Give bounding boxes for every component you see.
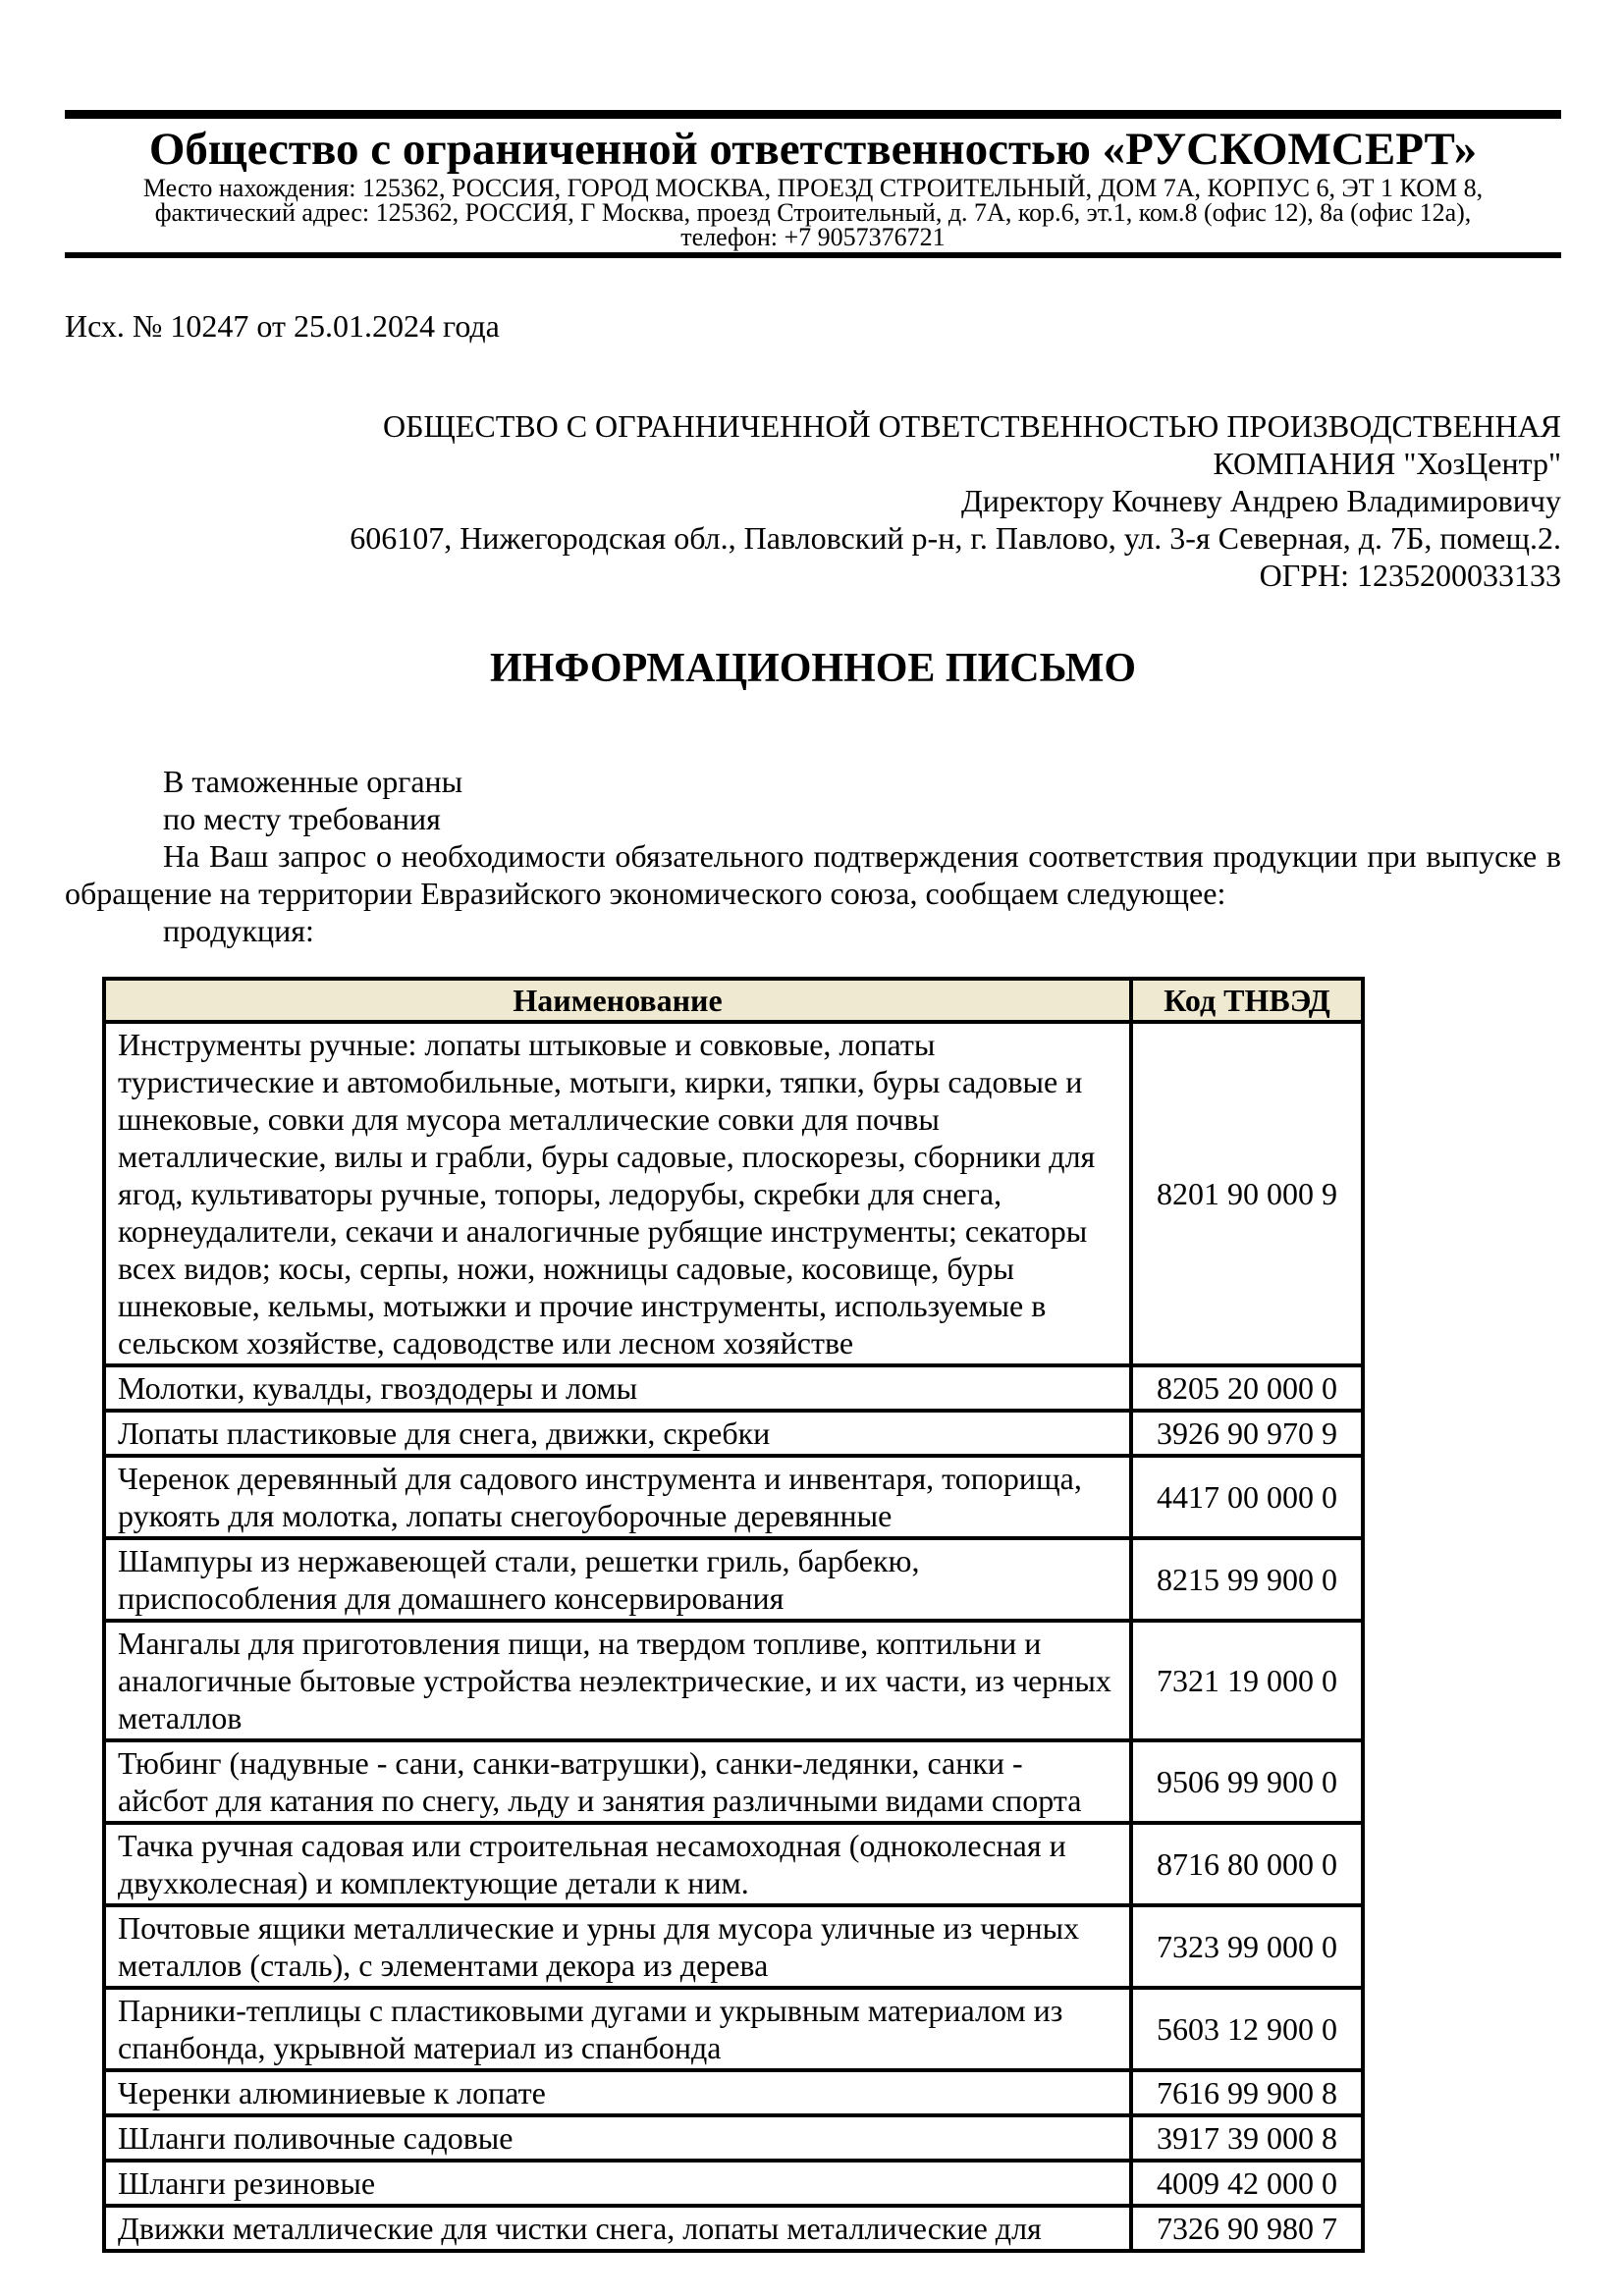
- product-name-cell: Тюбинг (надувные - сани, санки-ватрушки), санки-ледянки, санки - айсбот для катания по снегу, льду и занятия различными видами спорта: [104, 1740, 1131, 1823]
- product-name-cell: Шампуры из нержавеющей стали, решетки гриль, барбекю, приспособления для домашнего консервирования: [104, 1538, 1131, 1621]
- table-row: [104, 1538, 1363, 1621]
- addressee-note-line-1: В таможенные органы: [163, 764, 463, 799]
- table-row: [104, 1411, 1363, 1456]
- tnved-code-cell: 5603 12 900 0: [1131, 1988, 1363, 2070]
- table-row: [104, 2070, 1363, 2115]
- table-row: [104, 1740, 1363, 1823]
- tnved-code-cell: 9506 99 900 0: [1131, 1740, 1363, 1823]
- letter-body: [65, 763, 1561, 949]
- products-table: [102, 977, 1365, 2253]
- product-name-cell: Мангалы для приготовления пищи, на твердом топливе, коптильни и аналогичные бытовые устройства неэлектрические, и их части, из черных металлов: [104, 1621, 1131, 1740]
- letterhead-top-rule: [65, 110, 1561, 119]
- product-name-cell: Парники-теплицы с пластиковыми дугами и укрывным материалом из спанбонда, укрывной материал из спанбонда: [104, 1988, 1131, 2070]
- body-paragraph: На Ваш запрос о необходимости обязательного подтверждения соответствия продукции при выпуске в обращение на территории Евразийского экономического союза, сообщаем следующее:: [65, 838, 1561, 911]
- tnved-code-cell: 7321 19 000 0: [1131, 1621, 1363, 1740]
- outgoing-ref: Исх. № 10247 от 25.01.2024 года: [65, 308, 500, 344]
- table-row: [104, 2206, 1363, 2251]
- table-row: [104, 1456, 1363, 1538]
- org-title: Общество с ограниченной ответственностью «РУСКОМСЕРТ»: [148, 124, 1478, 175]
- product-name-cell: Инструменты ручные: лопаты штыковые и совковые, лопаты туристические и автомобильные, мотыги, кирки, тяпки, буры садовые и шнековые, совки для мусора металлические совки для почвы металлические, вилы и грабли, буры садовые, плоскорезы, сборники для ягод, культиваторы ручные, топоры, ледорубы, скребки для снега, корнеудалители, секачи и аналогичные рубящие инструменты; секаторы всех видов; косы, серпы, ножи, ножницы садовые, косовище, буры шнековые, кельмы, мотыжки и прочие инструменты, используемые в сельском хозяйстве, садоводстве или лесном хозяйстве: [104, 1022, 1131, 1365]
- product-name-cell: Тачка ручная садовая или строительная несамоходная (одноколесная и двухколесная) и комплектующие детали к ним.: [104, 1823, 1131, 1905]
- doc-title: ИНФОРМАЦИОННОЕ ПИСЬМО: [489, 646, 1136, 691]
- letterhead-bottom-rule: [65, 252, 1561, 258]
- table-row: [104, 1022, 1363, 1365]
- tnved-code-cell: 8215 99 900 0: [1131, 1538, 1363, 1621]
- recipient-line-4: 606107, Нижегородская обл., Павловский р-н, г. Павлово, ул. 3-я Северная, д. 7Б, помещ.2.: [350, 520, 1561, 556]
- org-address-line-1: Место нахождения: 125362, РОССИЯ, ГОРОД МОСКВА, ПРОЕЗД СТРОИТЕЛЬНЫЙ, ДОМ 7А, КОРПУС 6, ЭТ 1 КОМ 8,: [142, 174, 1484, 202]
- recipient-block: [65, 407, 1561, 594]
- tnved-code-cell: 7326 90 980 7: [1131, 2206, 1363, 2251]
- table-row: [104, 2115, 1363, 2161]
- recipient-line-3: Директору Кочневу Андрею Владимировичу: [960, 483, 1561, 518]
- tnved-code-cell: 4009 42 000 0: [1131, 2161, 1363, 2206]
- table-row: [104, 1365, 1363, 1411]
- org-phone-line: телефон: +7 9057376721: [680, 223, 946, 251]
- table-row: [104, 1905, 1363, 1988]
- products-intro: продукция:: [163, 913, 314, 948]
- recipient-line-2: КОМПАНИЯ "ХозЦентр": [1213, 446, 1561, 481]
- code-column-header: Код ТНВЭД: [1131, 979, 1363, 1022]
- product-name-cell: Черенок деревянный для садового инструмента и инвентаря, топорища, рукоять для молотка, лопаты снегоуборочные деревянные: [104, 1456, 1131, 1538]
- tnved-code-cell: 7323 99 000 0: [1131, 1905, 1363, 1988]
- addressee-note-line-2: по месту требования: [163, 801, 441, 836]
- tnved-code-cell: 7616 99 900 8: [1131, 2070, 1363, 2115]
- table-header-row: [104, 979, 1363, 1022]
- table-row: [104, 1823, 1363, 1905]
- tnved-code-cell: 3917 39 000 8: [1131, 2115, 1363, 2161]
- product-name-cell: Шланги резиновые: [104, 2161, 1131, 2206]
- tnved-code-cell: 3926 90 970 9: [1131, 1411, 1363, 1456]
- tnved-code-cell: 8201 90 000 9: [1131, 1022, 1363, 1365]
- product-name-cell: Лопаты пластиковые для снега, движки, скребки: [104, 1411, 1131, 1456]
- product-name-cell: Шланги поливочные садовые: [104, 2115, 1131, 2161]
- product-name-cell: Молотки, кувалды, гвоздодеры и ломы: [104, 1365, 1131, 1411]
- product-name-cell: Движки металлические для чистки снега, лопаты металлические для: [104, 2206, 1131, 2251]
- table-row: [104, 1988, 1363, 2070]
- product-name-cell: Почтовые ящики металлические и урны для мусора уличные из черных металлов (сталь), с элементами декора из дерева: [104, 1905, 1131, 1988]
- name-column-header: Наименование: [104, 979, 1131, 1022]
- org-address-line-2: фактический адрес: 125362, РОССИЯ, Г Москва, проезд Строительный, д. 7А, кор.6, эт.1, ком.8 (офис 12), 8а (офис 12а),: [154, 198, 1472, 227]
- products-table-head: [104, 979, 1363, 1022]
- product-name-cell: Черенки алюминиевые к лопате: [104, 2070, 1131, 2115]
- tnved-code-cell: 8716 80 000 0: [1131, 1823, 1363, 1905]
- tnved-code-cell: 8205 20 000 0: [1131, 1365, 1363, 1411]
- recipient-line-1: ОБЩЕСТВО С ОГРАННИЧЕННОЙ ОТВЕТСТВЕННОСТЬЮ ПРОИЗВОДСТВЕННАЯ: [383, 408, 1561, 444]
- tnved-code-cell: 4417 00 000 0: [1131, 1456, 1363, 1538]
- table-row: [104, 1621, 1363, 1740]
- recipient-line-5: ОГРН: 1235200033133: [1259, 558, 1561, 593]
- table-row: [104, 2161, 1363, 2206]
- products-table-body: [104, 1022, 1363, 2251]
